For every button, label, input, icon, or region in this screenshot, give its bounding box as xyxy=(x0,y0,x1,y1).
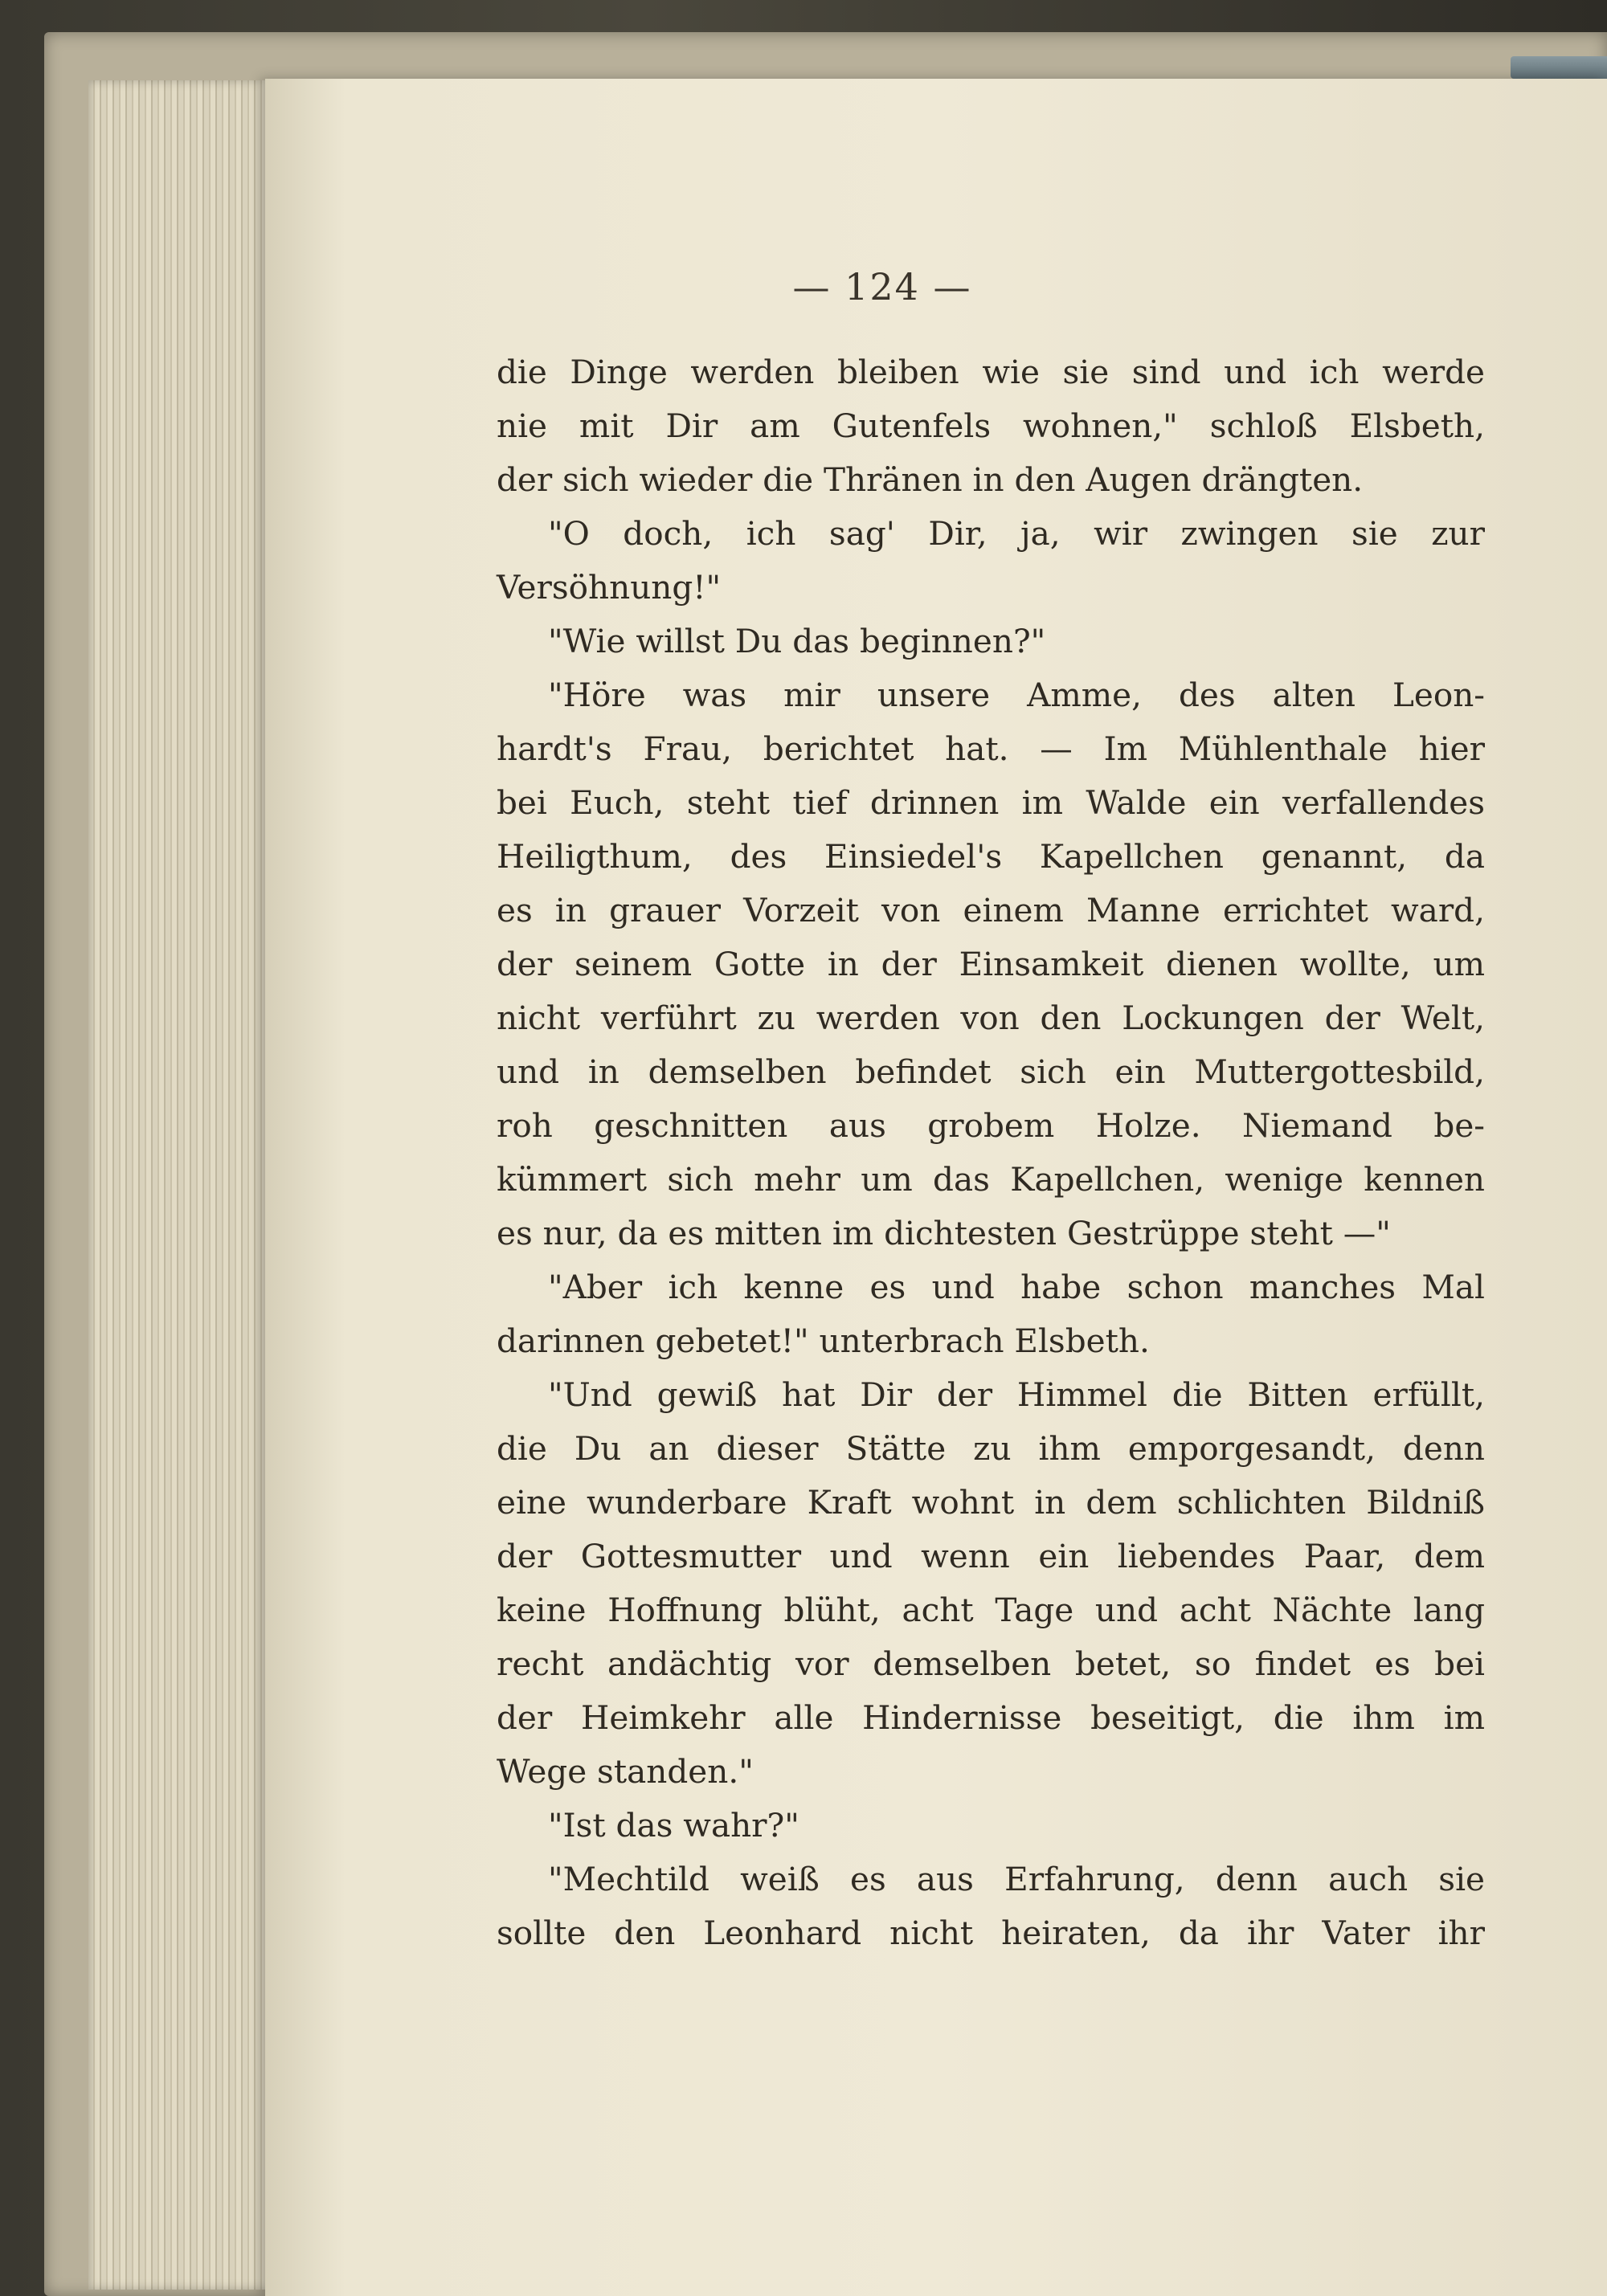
page-number: — 124 — xyxy=(792,265,972,308)
text-line: Heiligthum, des Einsiedel's Kapellchen genannt, da xyxy=(497,837,1485,876)
text-line: "Höre was mir unsere Amme, des alten Leon- xyxy=(548,676,1485,714)
text-line: "Und gewiß hat Dir der Himmel die Bitten erfüllt, xyxy=(548,1375,1485,1414)
text-line: "O doch, ich sag' Dir, ja, wir zwingen sie zur xyxy=(548,514,1485,553)
text-line: und in demselben befindet sich ein Muttergottesbild, xyxy=(497,1052,1485,1091)
text-line: nie mit Dir am Gutenfels wohnen," schloß Elsbeth, xyxy=(497,406,1485,445)
text-line: die Du an dieser Stätte zu ihm emporgesandt, denn xyxy=(497,1429,1485,1468)
text-line: kümmert sich mehr um das Kapellchen, wenige kennen xyxy=(497,1160,1485,1199)
text-line: roh geschnitten aus grobem Holze. Niemand be- xyxy=(497,1106,1485,1145)
text-line: eine wunderbare Kraft wohnt in dem schlichten Bildniß xyxy=(497,1483,1485,1522)
cover-corner-label xyxy=(1511,56,1607,79)
page-edges xyxy=(88,80,273,2290)
text-line: es in grauer Vorzeit von einem Manne errichtet ward, xyxy=(497,891,1485,929)
text-line: "Wie willst Du das beginnen?" xyxy=(548,622,1046,660)
text-line: darinnen gebetet!" unterbrach Elsbeth. xyxy=(497,1322,1150,1360)
text-line: der Gottesmutter und wenn ein liebendes Paar, dem xyxy=(497,1537,1485,1575)
text-line: sollte den Leonhard nicht heiraten, da ihr Vater ihr xyxy=(497,1914,1485,1952)
body-text xyxy=(497,345,1485,1960)
text-line: der seinem Gotte in der Einsamkeit dienen wollte, um xyxy=(497,945,1485,983)
text-line: der sich wieder die Thränen in den Augen drängten. xyxy=(497,460,1364,499)
text-line: hardt's Frau, berichtet hat. — Im Mühlenthale hier xyxy=(497,729,1485,768)
text-line: es nur, da es mitten im dichtesten Gestrüppe steht —" xyxy=(497,1214,1391,1252)
text-line: nicht verführt zu werden von den Lockungen der Welt, xyxy=(497,999,1485,1037)
text-line: "Ist das wahr?" xyxy=(548,1806,799,1845)
text-line: "Mechtild weiß es aus Erfahrung, denn auch sie xyxy=(548,1860,1485,1898)
text-line: die Dinge werden bleiben wie sie sind und ich werde xyxy=(497,353,1485,391)
text-line: recht andächtig vor demselben betet, so findet es bei xyxy=(497,1644,1485,1683)
text-line: keine Hoffnung blüht, acht Tage und acht Nächte lang xyxy=(497,1591,1485,1629)
text-line: Versöhnung!" xyxy=(497,568,722,607)
text-line: "Aber ich kenne es und habe schon manches Mal xyxy=(548,1268,1485,1306)
text-line: der Heimkehr alle Hindernisse beseitigt, die ihm im xyxy=(497,1698,1485,1737)
text-line: Wege standen." xyxy=(497,1752,754,1791)
text-line: bei Euch, steht tief drinnen im Walde ein verfallendes xyxy=(497,783,1485,822)
